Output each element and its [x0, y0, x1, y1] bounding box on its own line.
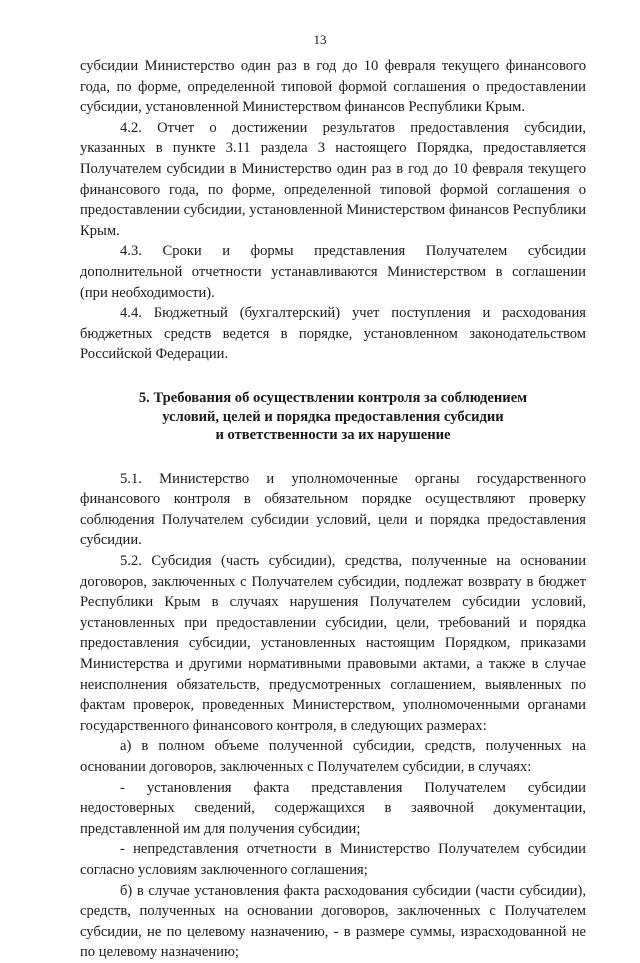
section-heading [80, 389, 586, 445]
paragraph-4-3: 4.3. Сроки и формы представления Получателем субсидии дополнительной отчетности устанавливаются Министерством в соглашении (при необходимости). [80, 243, 586, 301]
paragraph-4-4: 4.4. Бюджетный (бухгалтерский) учет поступления и расходования бюджетных средств ведется в порядке, установленном законодательством Российской Федерации. [80, 305, 586, 363]
paragraph-item-b: б) в случае установления факта расходования субсидии (части субсидии), средств, полученных на основании договоров, заключенных с Получателем субсидии, не по целевому назначению, - в размере суммы, израсходованной не по целевому назначению; [80, 882, 586, 961]
paragraph-5-2: 5.2. Субсидия (часть субсидии), средства, полученные на основании договоров, заключенных с Получателем субсидии, подлежат возврату в бюджет Республики Крым в случаях нарушения Получателем субсидии условий, установленных при предоставлении субсидии, цели, требований и порядка предоставления субсидии, установленных настоящим Порядком, приказами Министерства и другими нормативными правовыми актами, а также в случае неисполнения обязательств, предусмотренных соглашением, выявленных по фактам проверок, проведенных Министерством, уполномоченными органами государственного финансового контроля, в следующих размерах: [80, 553, 586, 734]
section-heading-line: условий, целей и порядка предоставления субсидии [162, 408, 504, 425]
page-number: 13 [313, 32, 327, 47]
paragraph-continuation: субсидии Министерство один раз в год до 10 февраля текущего финансового года, по форме, определенной типовой формой соглашения о предоставлении субсидии, установленной Министерством финансов Республики Крым. [80, 58, 586, 116]
paragraph-item-a-1: - установления факта представления Получателем субсидии недостоверных сведений, содержащихся в заявочной документации, представленной им для получения субсидии; [80, 779, 586, 837]
document-body [80, 56, 586, 963]
paragraph-5-1: 5.1. Министерство и уполномоченные органы государственного финансового контроля в обязательном порядке осуществляют проверку соблюдения Получателем субсидии условий, цели и порядка предоставления субсидии. [80, 470, 586, 549]
paragraph-item-a: а) в полном объеме полученной субсидии, средств, полученных на основании договоров, заключенных с Получателем субсидии, в случаях: [80, 738, 586, 775]
section-heading-line: 5. Требования об осуществлении контроля за соблюдением [138, 389, 528, 406]
section-heading-line: и ответственности за их нарушение [215, 427, 451, 444]
paragraph-4-2: 4.2. Отчет о достижении результатов предоставления субсидии, указанных в пункте 3.11 раздела 3 настоящего Порядка, предоставляется Получателем субсидии в Министерство один раз в год до 10 февраля текущего финансового года, по форме, определенной типовой формой соглашения о предоставлении субсидии, установленной Министерством финансов Республики Крым. [80, 119, 586, 239]
paragraph-item-a-2: - непредставления отчетности в Министерство Получателем субсидии согласно условиям заключенного соглашения; [80, 841, 586, 878]
